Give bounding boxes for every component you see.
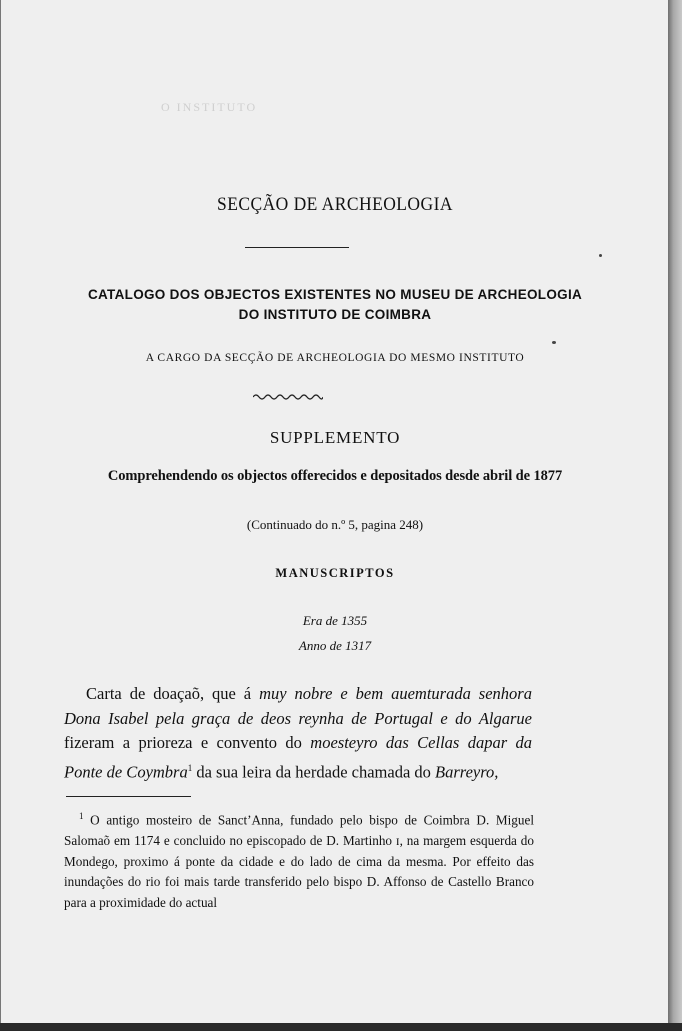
body-text-2: fizeram a prioreza e convento do [64, 733, 311, 752]
page-edge-shadow [668, 0, 682, 1031]
bleed-through-header: O INSTITUTO [161, 100, 258, 114]
section-title: SECÇÃO DE ARCHEOLOGIA [217, 194, 453, 215]
footnote-rule [66, 796, 191, 797]
title-rule [245, 247, 349, 248]
supplement-heading: SUPPLEMENTO [269, 428, 401, 447]
continued-line: (Continuado do n.º 5, pagina 248) [246, 517, 424, 532]
body-text-3: da sua leira da herdade chamada do [192, 762, 436, 781]
footnote-marker: 1 [79, 811, 84, 821]
catalog-line-2: DO INSTITUTO DE COIMBRA [238, 307, 432, 322]
comprehending-line: Comprehendendo os objectos offerecidos e depositados desde abril de 1877 [107, 468, 563, 484]
body-italic-2: moesteyro das Cellas dapar da Ponte de Coymbra [64, 733, 532, 781]
anno-line: Anno de 1317 [298, 638, 372, 653]
cargo-line: A CARGO DA SECÇÃO DE ARCHEOLOGIA DO MESMO INSTITUTO [145, 352, 525, 364]
footnote-reference: 1 [187, 762, 193, 773]
ink-speck [599, 254, 602, 257]
catalog-heading [1, 285, 669, 325]
body-paragraph [64, 682, 532, 785]
body-italic-1: muy nobre e bem auemturada senhora Dona Isabel pela graça de deos reynha de Portugal e do Algarue [64, 684, 532, 728]
catalog-line-1: CATALOGO DOS OBJECTOS EXISTENTES NO MUSEU DE ARCHEOLOGIA [87, 287, 583, 302]
era-line: Era de 1355 [302, 613, 368, 628]
footnote [64, 806, 534, 913]
scan-bottom-border [0, 1023, 682, 1031]
manuscripts-heading: MANUSCRIPTOS [275, 566, 395, 580]
body-text-1: Carta de doaçaõ, que á [86, 684, 260, 703]
footnote-text: O antigo mosteiro de Sanct’Anna, fundado pelo bispo de Coimbra D. Miguel Salomaõ em 1174 e concluido no episcopado de D. Martinho ɪ, na margem esquerda do Mondego, proximo á ponte da cidade e do lado de cima da mesma. Por effeito das inundações do rio foi mais tarde transferido pelo bispo D. Affonso de Castello Branco para a proximidade do actual [64, 812, 534, 910]
body-italic-3: Barreyro, [435, 762, 499, 781]
ink-speck [552, 341, 556, 344]
wavy-ornament [253, 393, 323, 401]
